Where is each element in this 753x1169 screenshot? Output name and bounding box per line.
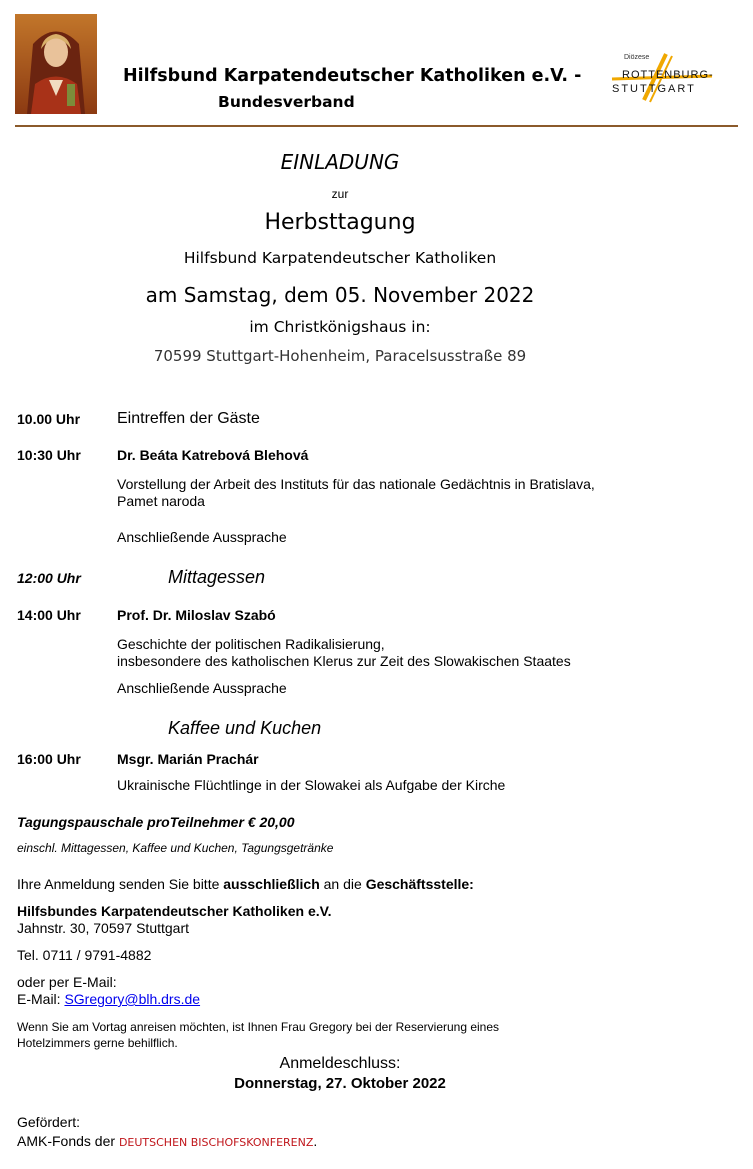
office-street: Jahnstr. 30, 70597 Stuttgart — [17, 920, 190, 936]
talk2-desc-line1: Geschichte der politischen Radikalisierung, — [117, 636, 385, 652]
talk3-desc: Ukrainische Flüchtlinge in der Slowakei als Aufgabe der Kirche — [117, 777, 506, 793]
funding-prefix: AMK-Fonds der — [17, 1133, 119, 1149]
diocese-logo — [608, 52, 728, 104]
logo-line1: ROTTENBURG- — [622, 69, 714, 81]
registration-intro — [17, 876, 474, 892]
org-name-line1: Hilfsbund Karpatendeutscher Katholiken e.V. - — [123, 66, 582, 86]
time-1400: 14:00 Uhr — [17, 607, 81, 623]
time-1600: 16:00 Uhr — [17, 751, 81, 767]
event-date: am Samstag, dem 05. November 2022 — [145, 283, 535, 307]
talk1-desc-line1: Vorstellung der Arbeit des Instituts für das nationale Gedächtnis in Bratislava, — [117, 476, 595, 492]
speaker-szabo: Prof. Dr. Miloslav Szabó — [117, 607, 276, 623]
deadline-label: Anmeldeschluss: — [279, 1055, 401, 1072]
registration-intro-office: Geschäftsstelle: — [365, 876, 474, 892]
talk1-discussion: Anschließende Aussprache — [117, 529, 287, 545]
registration-intro-prefix: Ihre Anmeldung senden Sie bitte — [17, 876, 224, 892]
saint-painting-icon — [15, 14, 97, 114]
org-name-line2: Bundesverband — [218, 93, 355, 111]
speaker-blehova: Dr. Beáta Katrebová Blehová — [117, 447, 309, 463]
talk1-desc-line2: Pamet naroda — [117, 493, 205, 509]
time-1200: 12:00 Uhr — [17, 570, 81, 586]
email-line — [17, 991, 200, 1007]
coffee-text: Kaffee und Kuchen — [168, 718, 322, 738]
office-org-name: Hilfsbundes Karpatendeutscher Katholiken e.V. — [17, 903, 332, 919]
funding-organization: DEUTSCHEN BISCHOFSKONFERENZ — [118, 1136, 314, 1149]
logo-small-text: Diözese — [624, 54, 650, 61]
lunch-text: Mittagessen — [168, 567, 266, 587]
event-organizer: Hilfsbund Karpatendeutscher Katholiken — [183, 249, 497, 267]
event-venue: im Christkönigshaus in: — [249, 318, 431, 336]
funding-label: Gefördert: — [17, 1114, 81, 1130]
email-link[interactable]: SGregory@blh.drs.de — [64, 991, 201, 1007]
logo-line2: STUTTGART — [612, 83, 696, 95]
email-label: E-Mail: — [17, 991, 65, 1007]
email-intro: oder per E-Mail: — [17, 974, 117, 990]
arrival-text: Eintreffen der Gäste — [117, 410, 260, 427]
fee-title: Tagungspauschale proTeilnehmer € 20,00 — [17, 814, 295, 830]
funding-suffix: . — [313, 1133, 318, 1149]
talk2-desc-line2: insbesondere des katholischen Klerus zur Zeit des Slowakischen Staates — [117, 653, 571, 669]
time-1000: 10.00 Uhr — [17, 411, 81, 427]
fee-note: einschl. Mittagessen, Kaffee und Kuchen, Tagungsgetränke — [17, 841, 334, 855]
deadline-date: Donnerstag, 27. Oktober 2022 — [234, 1075, 446, 1092]
saint-portrait — [15, 14, 97, 114]
hotel-note-line2: Hotelzimmers gerne behilflich. — [17, 1036, 178, 1050]
office-phone: Tel. 0711 / 9791-4882 — [17, 947, 152, 963]
invitation-title: EINLADUNG — [280, 150, 400, 174]
registration-intro-exclusive: ausschließlich — [223, 876, 320, 892]
talk2-discussion: Anschließende Aussprache — [117, 680, 287, 696]
header-divider — [15, 125, 738, 127]
event-title: Herbsttagung — [264, 210, 416, 235]
hotel-note-line1: Wenn Sie am Vortag anreisen möchten, ist Ihnen Frau Gregory bei der Reservierung eines — [17, 1020, 500, 1034]
speaker-prachar: Msgr. Marián Prachár — [117, 751, 259, 767]
time-1030: 10:30 Uhr — [17, 447, 81, 463]
event-address: 70599 Stuttgart-Hohenheim, Paracelsusstraße 89 — [153, 347, 527, 365]
invitation-zur: zur — [331, 187, 349, 201]
registration-intro-mid: an die — [319, 876, 366, 892]
funding-line — [17, 1133, 317, 1149]
